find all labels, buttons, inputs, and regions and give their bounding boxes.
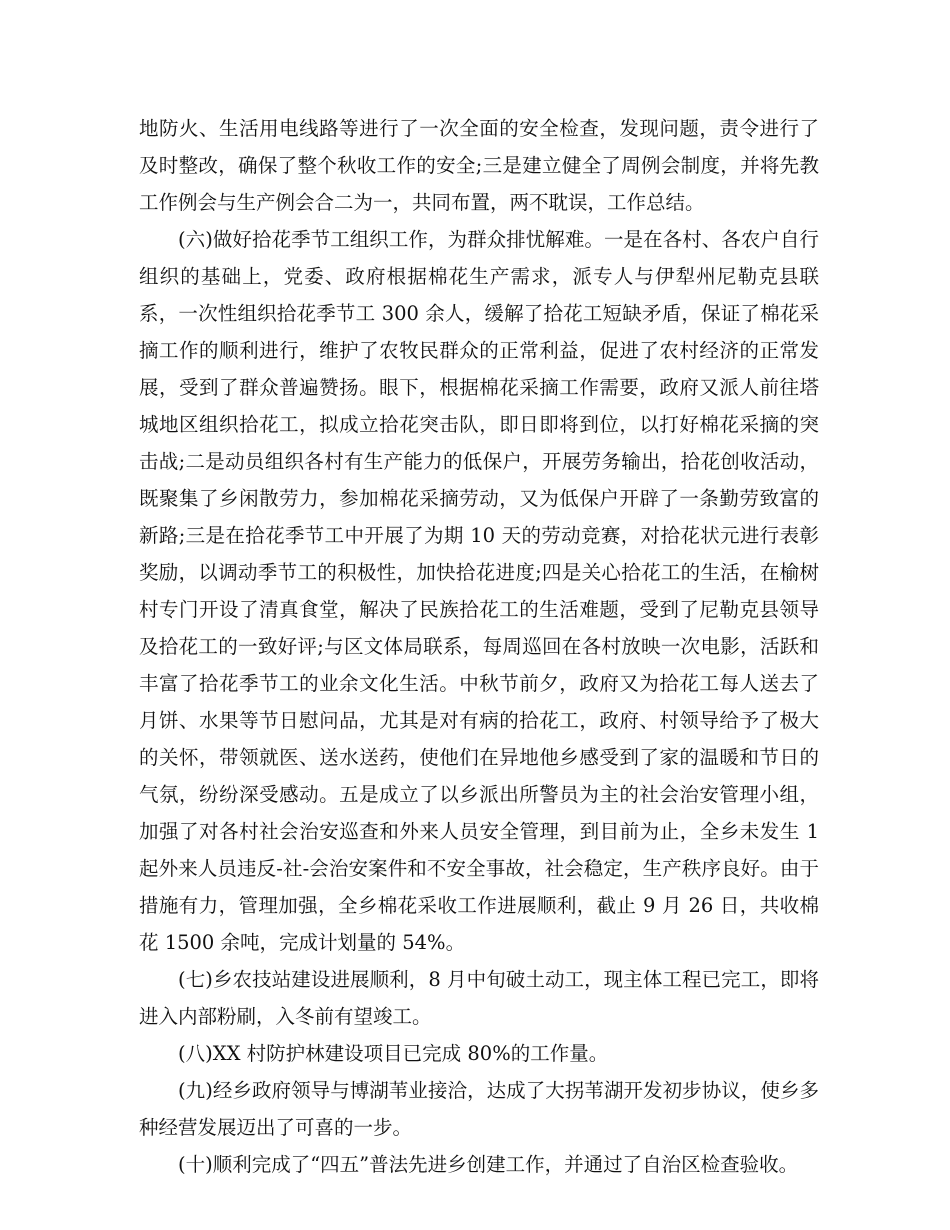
paragraph-item-8: (八)XX 村防护林建设项目已完成 80%的工作量。 (178, 1042, 609, 1065)
paragraph-continuation: 地防火、生活用电线路等进行了一次全面的安全检查，发现问题，责令进行了及时整改，确保了整个秋收工作的安全;三是建立健全了周例会制度，并将先教工作例会与生产例会合二为一，共同布置，两不耽误，工作总结。 (139, 117, 819, 214)
paragraph-item-10: (十)顺利完成了“四五”普法先进乡创建工作，并通过了自治区检查验收。 (178, 1153, 799, 1176)
paragraph-item-9: (九)经乡政府领导与博湖苇业接洽，达成了大拐苇湖开发初步协议，使乡多种经营发展迈出了可喜的一步。 (139, 1079, 819, 1139)
document-body (139, 110, 819, 1183)
paragraph-item-6: (六)做好拾花季节工组织工作，为群众排忧解难。一是在各村、各农户自行组织的基础上，党委、政府根据棉花生产需求，派专人与伊犁州尼勒克县联系，一次性组织拾花季节工 300 余人，缓解了拾花工短缺矛盾，保证了棉花采摘工作的顺利进行，维护了农牧民群众的正常利益，促进了农村经济的正常发展，受到了群众普遍赞扬。眼下，根据棉花采摘工作需要，政府又派人前往塔城地区组织拾花工，拟成立拾花突击队，即日即将到位，以打好棉花采摘的突击战;二是动员组织各村有生产能力的低保户，开展劳务输出，拾花创收活动，既聚集了乡闲散劳力，参加棉花采摘劳动，又为低保户开辟了一条勤劳致富的新路;三是在拾花季节工中开展了为期 10 天的劳动竞赛，对拾花状元进行表彰奖励，以调动季节工的积极性，加快拾花进度;四是关心拾花工的生活，在榆树村专门开设了清真食堂，解决了民族拾花工的生活难题，受到了尼勒克县领导及拾花工的一致好评;与区文体局联系，每周巡回在各村放映一次电影，活跃和丰富了拾花季节工的业余文化生活。中秋节前夕，政府又为拾花工每人送去了月饼、水果等节日慰问品，尤其是对有病的拾花工，政府、村领导给予了极大的关怀，带领就医、送水送药，使他们在异地他乡感受到了家的温暖和节日的气氛，纷纷深受感动。五是成立了以乡派出所警员为主的社会治安管理小组，加强了对各村社会治安巡查和外来人员安全管理，到目前为止，全乡未发生 1 起外来人员违反-社-会治安案件和不安全事故，社会稳定，生产秩序良好。由于措施有力，管理加强，全乡棉花采收工作进展顺利，截止 9 月 26 日，共收棉花 1500 余吨，完成计划量的 54%。 (139, 228, 819, 954)
paragraph-item-7: (七)乡农技站建设进展顺利，8 月中旬破土动工，现主体工程已完工，即将进入内部粉刷，入冬前有望竣工。 (139, 968, 819, 1028)
